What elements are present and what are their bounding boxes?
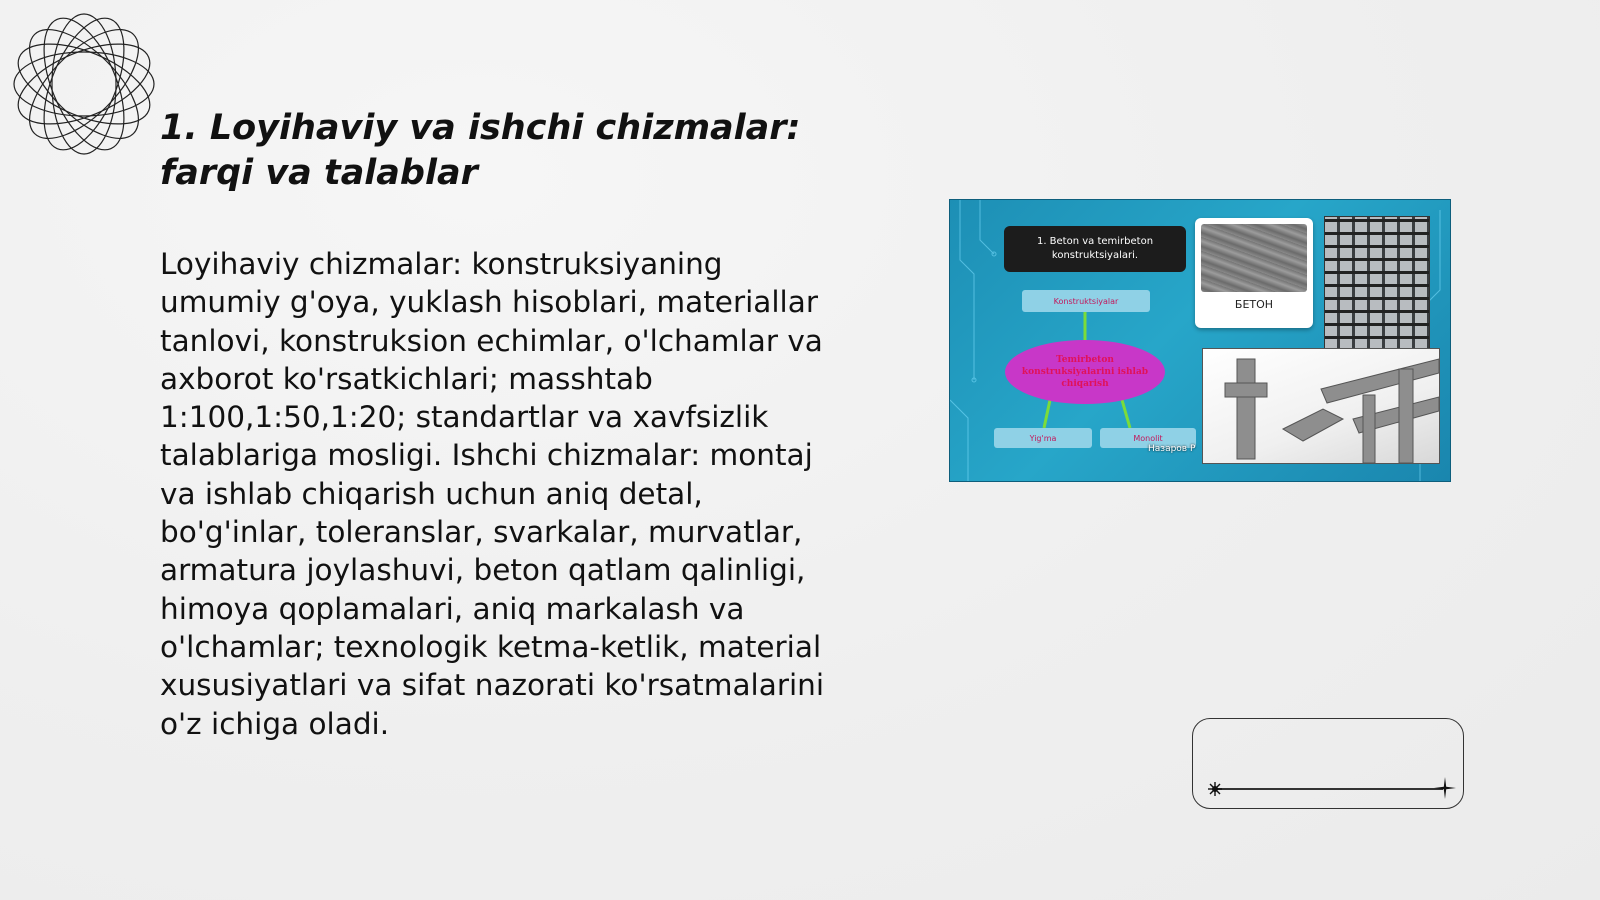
- embedded-caption: Назаров Р: [1148, 444, 1196, 454]
- timeline-box: [1192, 718, 1464, 809]
- embedded-slide-image: [950, 200, 1450, 481]
- slide-title: 1. Loyihaviy va ishchi chizmalar: farqi va talablar: [160, 108, 801, 193]
- embedded-oval: Temirbeton konstruksiyalarini ishlab chiqarish: [1005, 340, 1165, 404]
- beton-label: БЕТОН: [1234, 298, 1274, 311]
- concrete-frame-image: [1202, 348, 1440, 464]
- embedded-box-right: Monolit: [1100, 428, 1196, 448]
- star-icon: [1433, 776, 1457, 800]
- building-frame-image: [1324, 216, 1430, 350]
- decorative-rings-icon: [10, 10, 158, 158]
- timeline-line: [1215, 788, 1443, 790]
- embedded-box-left: Yig'ma: [994, 428, 1092, 448]
- sparkle-icon: [1207, 781, 1223, 797]
- embedded-box-top: Konstruktsiyalar: [1022, 290, 1150, 312]
- frame-drawing: [1203, 349, 1439, 463]
- embedded-heading: 1. Beton va temirbeton konstruktsiyalari.: [1004, 226, 1186, 272]
- beton-photo: [1201, 224, 1307, 292]
- beton-card: [1195, 218, 1313, 328]
- slide-body-text: Loyihaviy chizmalar: konstruksiyaning umumiy g'oya, yuklash hisoblari, materiallar tanlovi, konstruksion echimlar, o'lchamlar va axborot ko'rsatkichlari; masshtab 1:100,1:50,1:20; standartlar va xavfsizlik talablariga mosligi. Ishchi chizmalar: montaj va ishlab chiqarish uchun aniq detal, bo'g'inlar, toleranslar, svarkalar, murvatlar, armatura joylashuvi, beton qatlam qalinligi, himoya qoplamalari, aniq markalash va o'lchamlar; texnologik ketma-ketlik, material xususiyatlari va sifat nazorati ko'rsatmalarini o'z ichiga oladi.: [160, 247, 825, 741]
